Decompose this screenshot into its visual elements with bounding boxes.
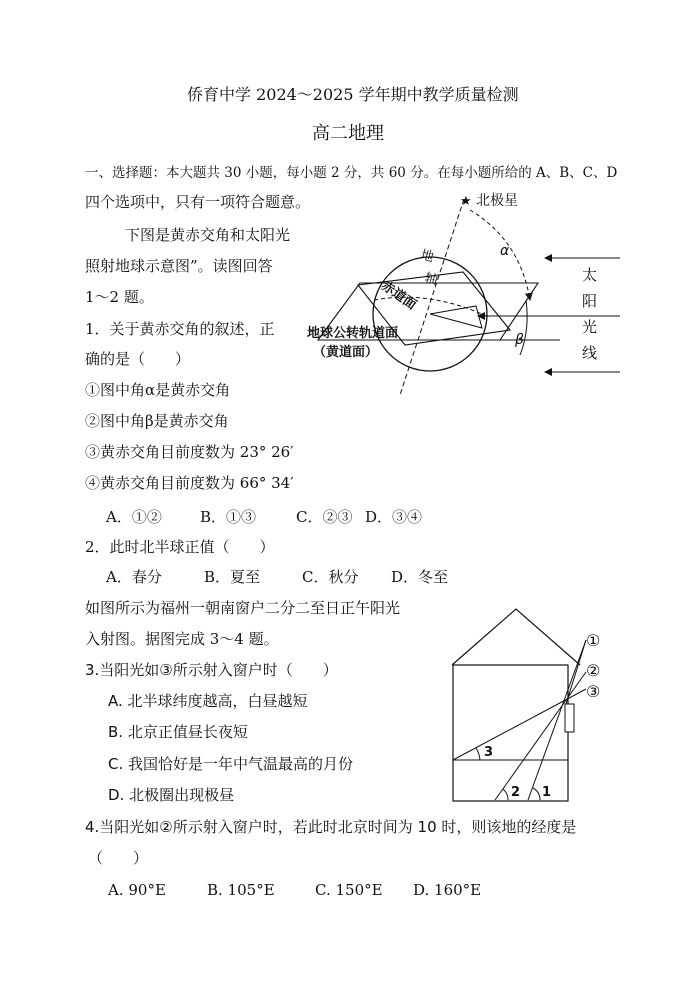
q1-option-b: B．①③ xyxy=(200,508,257,526)
ray-label-3: ③ xyxy=(586,682,601,701)
sun-ray-1 xyxy=(528,640,586,800)
q4-stem-line2: （ ） xyxy=(88,849,149,867)
q1-stem-line1: 1．关于黄赤交角的叙述，正 xyxy=(85,320,275,338)
ray-label-1: ① xyxy=(586,631,601,650)
q4-option-d: D. 160°E xyxy=(413,881,482,899)
q1-stem-line2: 确的是（ ） xyxy=(85,350,191,368)
ray-label-2: ② xyxy=(586,661,601,680)
group1-intro-line1: 下图是黄赤交角和太阳光 xyxy=(125,226,291,244)
q1-option-d: D．③④ xyxy=(365,508,423,526)
q3-option-b: B. 北京正值昼长夜短 xyxy=(108,723,248,741)
polaris-label: 北极星 xyxy=(476,193,518,209)
alpha-label: α xyxy=(500,243,510,259)
angle-arc-1 xyxy=(533,788,540,800)
axis-label-1: 地 xyxy=(418,247,436,266)
q1-item-3: ③黄赤交角目前度数为 23° 26′ xyxy=(85,443,294,461)
angle-label-3: 3 xyxy=(484,745,494,760)
q4-option-a: A. 90°E xyxy=(108,881,166,899)
q1-item-4: ④黄赤交角目前度数为 66° 34′ xyxy=(85,474,294,492)
q4-option-c: C. 150°E xyxy=(315,881,383,899)
q2-option-b: B．夏至 xyxy=(204,568,261,586)
angle-arc-3 xyxy=(476,748,480,760)
exam-title: 侨育中学 2024～2025 学年期中教学质量检测 xyxy=(187,85,519,104)
q3-option-d: D. 北极圈出现极昼 xyxy=(108,786,235,804)
house-roof xyxy=(452,609,580,665)
q3-stem: 3.当阳光如③所示射入窗户时（ ） xyxy=(85,661,338,679)
polaris-star-icon: ★ xyxy=(460,194,472,209)
ecliptic-label: （黄道面） xyxy=(313,345,379,360)
house-wall xyxy=(453,665,568,801)
q4-option-b: B. 105°E xyxy=(207,881,275,899)
group1-intro-line3: 1～2 题。 xyxy=(85,288,154,306)
q4-stem-line1: 4.当阳光如②所示射入窗户时，若此时北京时间为 10 时，则该地的经度是 xyxy=(85,818,577,836)
q2-option-a: A．春分 xyxy=(106,568,162,586)
window xyxy=(565,704,574,732)
section-intro-line2: 四个选项中，只有一项符合题意。 xyxy=(85,193,311,211)
sunlight-label-1: 太 xyxy=(582,266,598,284)
beta-label: β xyxy=(515,332,524,348)
sunlight-label-2: 阳 xyxy=(582,292,598,310)
sunlight-label-3: 光 xyxy=(582,318,598,336)
q2-option-c: C．秋分 xyxy=(302,568,359,586)
angle-label-2: 2 xyxy=(511,785,521,800)
q1-item-2: ②图中角β是黄赤交角 xyxy=(85,412,229,430)
q3-option-a: A. 北半球纬度越高，白昼越短 xyxy=(108,692,308,710)
axis-label-2: 轴 xyxy=(422,270,440,289)
q2-option-d: D．冬至 xyxy=(391,568,449,586)
q1-item-1: ①图中角α是黄赤交角 xyxy=(85,381,231,399)
orbit-plane-label: 地球公转轨道面 xyxy=(307,326,399,341)
q1-option-c: C．②③ xyxy=(296,508,353,526)
group2-intro-line2: 入射图。据图完成 3～4 题。 xyxy=(85,630,279,648)
angle-label-1: 1 xyxy=(542,785,552,800)
equator-plane-label: 赤道面 xyxy=(378,278,419,314)
sun-ray-2 xyxy=(495,672,586,800)
q3-option-c: C. 我国恰好是一年中气温最高的月份 xyxy=(108,755,354,773)
q1-option-a: A．①② xyxy=(106,508,162,526)
group1-intro-line2: 照射地球示意图”。读图回答 xyxy=(85,257,273,275)
page-title: 高二地理 xyxy=(312,123,384,144)
q2-stem: 2．此时北半球正值（ ） xyxy=(85,538,275,556)
angle-arc-2 xyxy=(503,789,508,800)
group2-intro-line1: 如图所示为福州一朝南窗户二分二至日正午阳光 xyxy=(85,599,401,617)
sunlight-label-4: 线 xyxy=(582,344,598,362)
section-intro-line1: 一、选择题：本大题共 30 小题，每小题 2 分，共 60 分。在每小题所给的 A、B、C、D xyxy=(85,165,618,181)
